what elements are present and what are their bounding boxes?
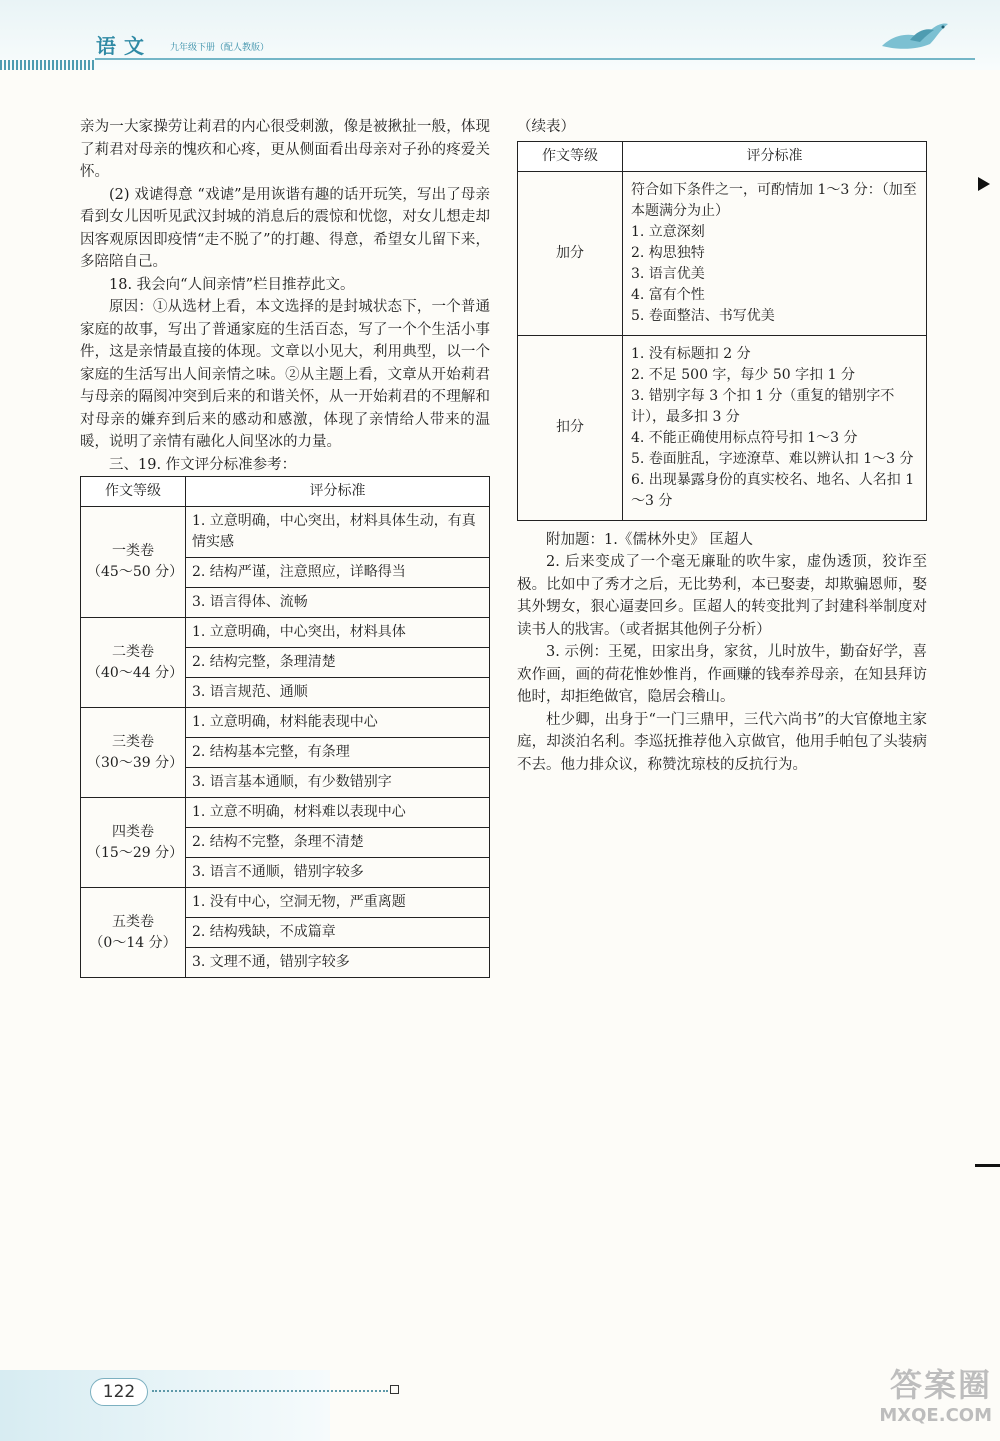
adjustment-criteria-cell [623,171,927,335]
criteria-cell: 2. 结构残缺，不成篇章 [186,918,490,948]
margin-mark [975,1164,1000,1167]
table-continued-caption: （续表） [517,119,575,135]
criteria-line: 5. 卷面整洁、书写优美 [631,307,775,324]
criteria-cell: 3. 文理不通，错别字较多 [186,948,490,978]
criteria-cell: 2. 结构基本完整，有条理 [186,738,490,768]
paragraph: 2. 后来变成了一个毫无廉耻的吹牛家，虚伪透顶，狡诈至极。比如中了秀才之后，无比势利，本已娶妻，却欺骗恩师，娶其外甥女，狠心逼妻回乡。匡超人的转变批判了封建科举制度对读书人的戕害。（或者据其他例子分析） [517,554,927,638]
criteria-cell: 3. 语言基本通顺，有少数错别字 [186,768,490,798]
adjustment-criteria-cell [623,335,927,520]
bonus-deduction-table [517,141,927,521]
grade-level-cell [81,618,186,708]
grade-level-name: 三类卷 [112,733,154,750]
page-number: 122 [90,1378,148,1406]
table-row [81,708,490,738]
criteria-cell: 1. 没有中心，空洞无物，严重离题 [186,888,490,918]
criteria-line: 4. 不能正确使用标点符号扣 1～3 分 [631,429,858,446]
right-paragraphs [517,529,927,777]
grade-level-cell [81,798,186,888]
criteria-cell: 1. 立意明确，材料能表现中心 [186,708,490,738]
criteria-cell: 3. 语言得体、流畅 [186,588,490,618]
bird-logo-icon [880,16,950,56]
right-column [517,116,927,776]
left-paragraphs [80,116,490,476]
paragraph: 亲为一大家操劳让莉君的内心很受刺激，像是被揪扯一般，体现了莉君对母亲的愧疚和心疼，更从侧面看出母亲对子孙的疼爱关怀。 [80,119,490,180]
paragraph: (2) 戏谑得意 “戏谑”是用诙谐有趣的话开玩笑，写出了母亲看到女儿因听见武汉封城的消息后的震惊和忧惚，对女儿想走却因客观原因即疫情“走不脱了”的打趣、得意，希望女儿留下来，多陪陪自己。 [80,186,490,270]
criteria-line: 2. 构思独特 [631,244,705,261]
paragraph: 原因：①从选材上看，本文选择的是封城状态下，一个普通家庭的故事，写出了普通家庭的生活百态，写了一个个生活小事件，这是亲情最直接的体现。文章以小见大，利用典型，以一个家庭的生活写出人间亲情之味。②从主题上看，文章从开始莉君与母亲的隔阂冲突到后来的和谐关怀，从一开始莉君的不理解和对母亲的嫌弃到后来的感动和感激，体现了亲情给人带来的温暖，说明了亲情有融化人间坚冰的力量。 [80,299,490,450]
criteria-cell: 1. 立意不明确，材料难以表现中心 [186,798,490,828]
grade-score-range: （30～39 分） [87,754,184,771]
column-header-level: 作文等级 [518,141,623,171]
paragraph: 三、19. 作文评分标准参考： [109,456,297,473]
criteria-cell: 1. 立意明确，中心突出，材料具体 [186,618,490,648]
column-header-criteria: 评分标准 [623,141,927,171]
grade-level-name: 四类卷 [112,823,154,840]
grade-level-name: 一类卷 [112,543,154,559]
criteria-cell: 2. 结构完整，条理清楚 [186,648,490,678]
grade-label: 九年级下册（配人教版） [170,43,270,53]
table-row [518,171,927,335]
grade-level-cell [81,507,186,618]
criteria-line: 5. 卷面脏乱，字迹潦草、难以辨认扣 1～3 分 [631,450,914,467]
grade-level-cell [81,708,186,798]
column-header-level: 作文等级 [81,477,186,507]
header-rule [95,58,975,60]
grade-score-range: （40～44 分） [87,664,184,681]
criteria-line: 6. 出现暴露身份的真实校名、地名、人名扣 1～3 分 [631,471,915,509]
criteria-line: 3. 错别字每 3 个扣 1 分（重复的错别字不计），最多扣 3 分 [631,387,895,425]
paragraph: 杜少卿，出身于“一门三鼎甲，三代六尚书”的大官僚地主家庭，却淡泊名利。李巡抚推荐他入京做官，他用手帕包了头装病不去。他力排众议，称赞沈琼枝的反抗行为。 [517,711,927,773]
grade-level-cell [81,888,186,978]
criteria-line: 4. 富有个性 [631,286,705,303]
criteria-line: 3. 语言优美 [631,265,705,282]
essay-grading-table [80,476,490,978]
left-column [80,116,490,978]
watermark-text: 答案圈 [889,1366,992,1404]
footer-square-icon [390,1385,399,1394]
header-barcode-decoration [0,60,95,70]
criteria-line: 1. 没有标题扣 2 分 [631,345,751,362]
paragraph: 18. 我会向“人间亲情”栏目推荐此文。 [109,276,355,293]
grade-score-range: （45～50 分） [87,564,184,580]
table-row [81,507,490,558]
table-header-row [81,477,490,507]
table-row [518,335,927,520]
adjustment-type-cell: 加分 [518,171,623,335]
margin-arrow-icon [978,177,990,191]
table-row [81,888,490,918]
column-header-criteria: 评分标准 [186,477,490,507]
table-row [81,618,490,648]
criteria-line: 1. 立意深刻 [631,223,705,240]
footer-band [0,1370,330,1441]
grade-level-name: 二类卷 [112,643,154,660]
criteria-line: 符合如下条件之一，可酌情加 1～3 分：（加至本题满分为止） [631,181,917,219]
subject-title: 语文 [96,34,152,58]
criteria-line: 2. 不足 500 字，每少 50 字扣 1 分 [631,366,855,383]
grade-score-range: （0～14 分） [89,934,177,951]
watermark-domain: MXQE.COM [879,1405,992,1426]
grade-level-name: 五类卷 [112,913,154,930]
watermark [832,1365,992,1435]
adjustment-type-cell: 扣分 [518,335,623,520]
footer-dotted-rule [152,1390,388,1392]
grade-score-range: （15～29 分） [87,844,184,861]
paragraph: 附加题：1.《儒林外史》 匡超人 [546,531,753,548]
table-header-row [518,141,927,171]
criteria-cell: 3. 语言规范、通顺 [186,678,490,708]
paragraph: 3. 示例：王冕，田家出身，家贫，儿时放牛，勤奋好学，喜欢作画，画的荷花惟妙惟肖，作画赚的钱奉养母亲，在知县拜访他时，却拒绝做官，隐居会稽山。 [517,644,927,705]
criteria-cell: 1. 立意明确，中心突出，材料具体生动，有真情实感 [186,507,490,558]
table-row [81,798,490,828]
criteria-cell: 3. 语言不通顺，错别字较多 [186,858,490,888]
criteria-cell: 2. 结构不完整，条理不清楚 [186,828,490,858]
criteria-cell: 2. 结构严谨，注意照应，详略得当 [186,558,490,588]
